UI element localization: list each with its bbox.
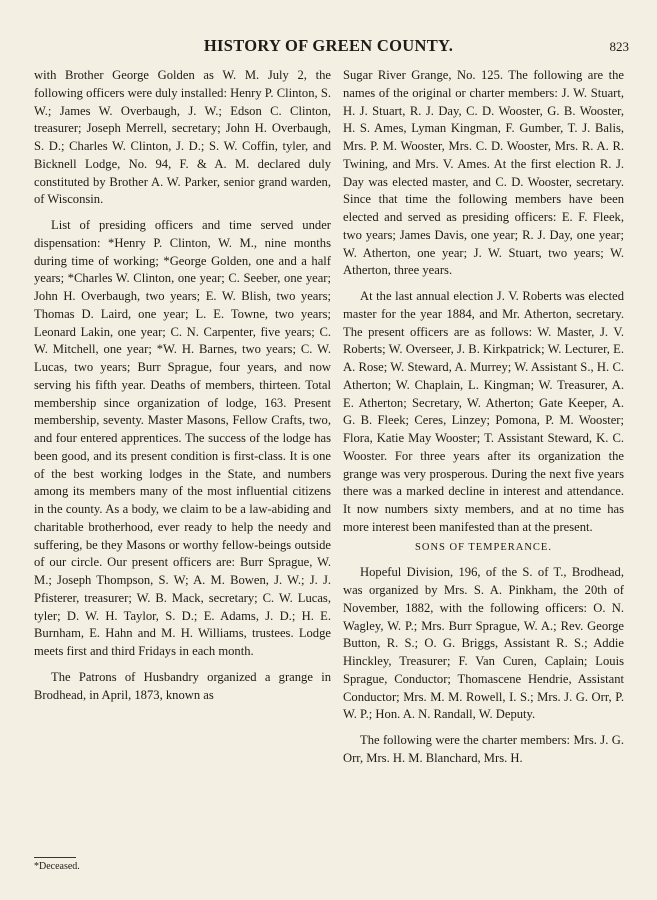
right-paragraph-3: Hopeful Division, 196, of the S. of T., Brodhead, was organized by Mrs. S. A. Pinkham, the 20th of November, 1882, with the following officers: O. N. Wagley, W. P.; Mrs. Burr Sprague, W. A.; Rev. George Button, R. S.; O. G. Briggs, Assistant R. S.; Addie Hinckley, Treasurer; F. Van Curen, Caplain; Louis Sprague, Conductor; Thomascene Hendrie, Assistant Conductor; Mrs. M. M. Rowell, I. S.; Mrs. J. G. Orr, P. W. P.; Hon. A. N. Randall, W. Deputy. [343,565,624,722]
right-paragraph-4: The following were the charter members: Mrs. J. G. Orr, Mrs. H. M. Blanchard, Mrs. H. [343,733,624,765]
right-paragraph-1: Sugar River Grange, No. 125. The following are the names of the original or charter members: J. W. Stuart, H. J. Stuart, R. J. Day, C. D. Wooster, G. B. Wooster, H. S. Ames, Lyman Kingman, F. Gumber, T. J. Balis, Mrs. P. M. Wooster, Mrs. C. D. Wooster, Mrs. R. A. R. Twining, and Mrs. V. Ames. At the first election R. J. Day was elected master, and C. D. Wooster, secretary. Since that time the following members have been elected and served as presiding officers: E. F. Fleek, two years; James Davis, one year; R. J. Day, one year; W. Atherton, one year; J. W. Stuart, two years; W. Atherton, three years. [343,68,624,278]
page-number: 823 [609,39,629,54]
footnote-rule [34,857,76,858]
running-title: HISTORY OF GREEN COUNTY. [203,36,454,55]
section-heading: SONS OF TEMPERANCE. [415,541,552,553]
left-column [34,67,331,704]
page-header [0,36,657,60]
footnote: *Deceased. [34,861,80,872]
left-paragraph-3: The Patrons of Husbandry organized a grange in Brodhead, in April, 1873, known as [34,669,331,702]
left-paragraph-2: List of presiding officers and time served under dispensation: *Henry P. Clinton, W. M., nine months during time of working; *George Golden, one and a half years; *Charles W. Clinton, one year; C. Seeber, one year; John H. Overbaugh, two years; E. W. Blish, two years; Thomas D. Laird, one year; L. E. Towne, two years; Leonard Lakin, one year; C. N. Carpenter, five years; C. W. Mitchell, one year; *W. H. Barnes, two years; C. W. Lucas, two years; Burr Sprague, four years, and now serving his fifth year. Deaths of members, thirteen. Total membership since organization of lodge, 163. Present membership, seventy. Master Masons, Fellow Crafts, two, and four entered apprentices. The success of the lodge has been good, and its present condition is first-class. It is one of the best working lodges in the State, and numbers among its members many of the most influential citizens in the county. As a body, we claim to be a law-abiding and charitable brotherhood, ever ready to help the needy and suffering, be they Masons or worthy fellow-beings outside of our circle. Our present officers are: Burr Sprague, W. M.; Joseph Thompson, S. W; A. M. Bowen, J. W.; J. J. Pfisterer, treasurer; W. B. Mack, secretary; C. W. Lucas, tyler; D. W. H. Taylor, S. D.; E. Adams, J. D.; H. E. Burnham, E. Hahn and M. H. Williams, trustees. Lodge meets first and third Fridays in each month. [34,218,331,658]
footnote-block [34,857,234,872]
right-column [343,67,624,768]
left-paragraph-1: with Brother George Golden as W. M. July 2, the following officers were duly installed: Henry P. Clinton, S. W.; James W. Overbaugh, J. W.; Edson C. Clinton, treasurer; Joseph Merrell, secretary; John H. Overbaugh, S. D.; Charles W. Clinton, J. D.; S. W. Coffin, tyler, and Bicknell Lodge, No. 94, F. & A. M. declared duly constituted by Brother A. W. Parker, senior grand warden, of Wisconsin. [34,68,331,207]
right-paragraph-2: At the last annual election J. V. Roberts was elected master for the year 1884, and Mr. Atherton, secretary. The present officers are as follows: W. Master, J. V. Roberts; W. Overseer, J. B. Kirkpatrick; W. Lecturer, E. A. Rose; W. Steward, A. Murrey; W. Assistant S., H. C. Atherton; W. Chaplain, L. Kingman; W. Treasurer, A. E. Atherton; Secretary, W. Atherton; Gate Keeper, A. G. B. Fleek; Ceres, Linzey; Pomona, P. M. Wooster; Flora, Katie May Wooster; T. Assistant Steward, K. C. Wooster. For three years after its organization the grange was very prosperous. During the next five years there was a marked decline in interest and attendance. It now numbers sixty members, and at no time has more interest been manifested than at the present. [343,289,624,534]
